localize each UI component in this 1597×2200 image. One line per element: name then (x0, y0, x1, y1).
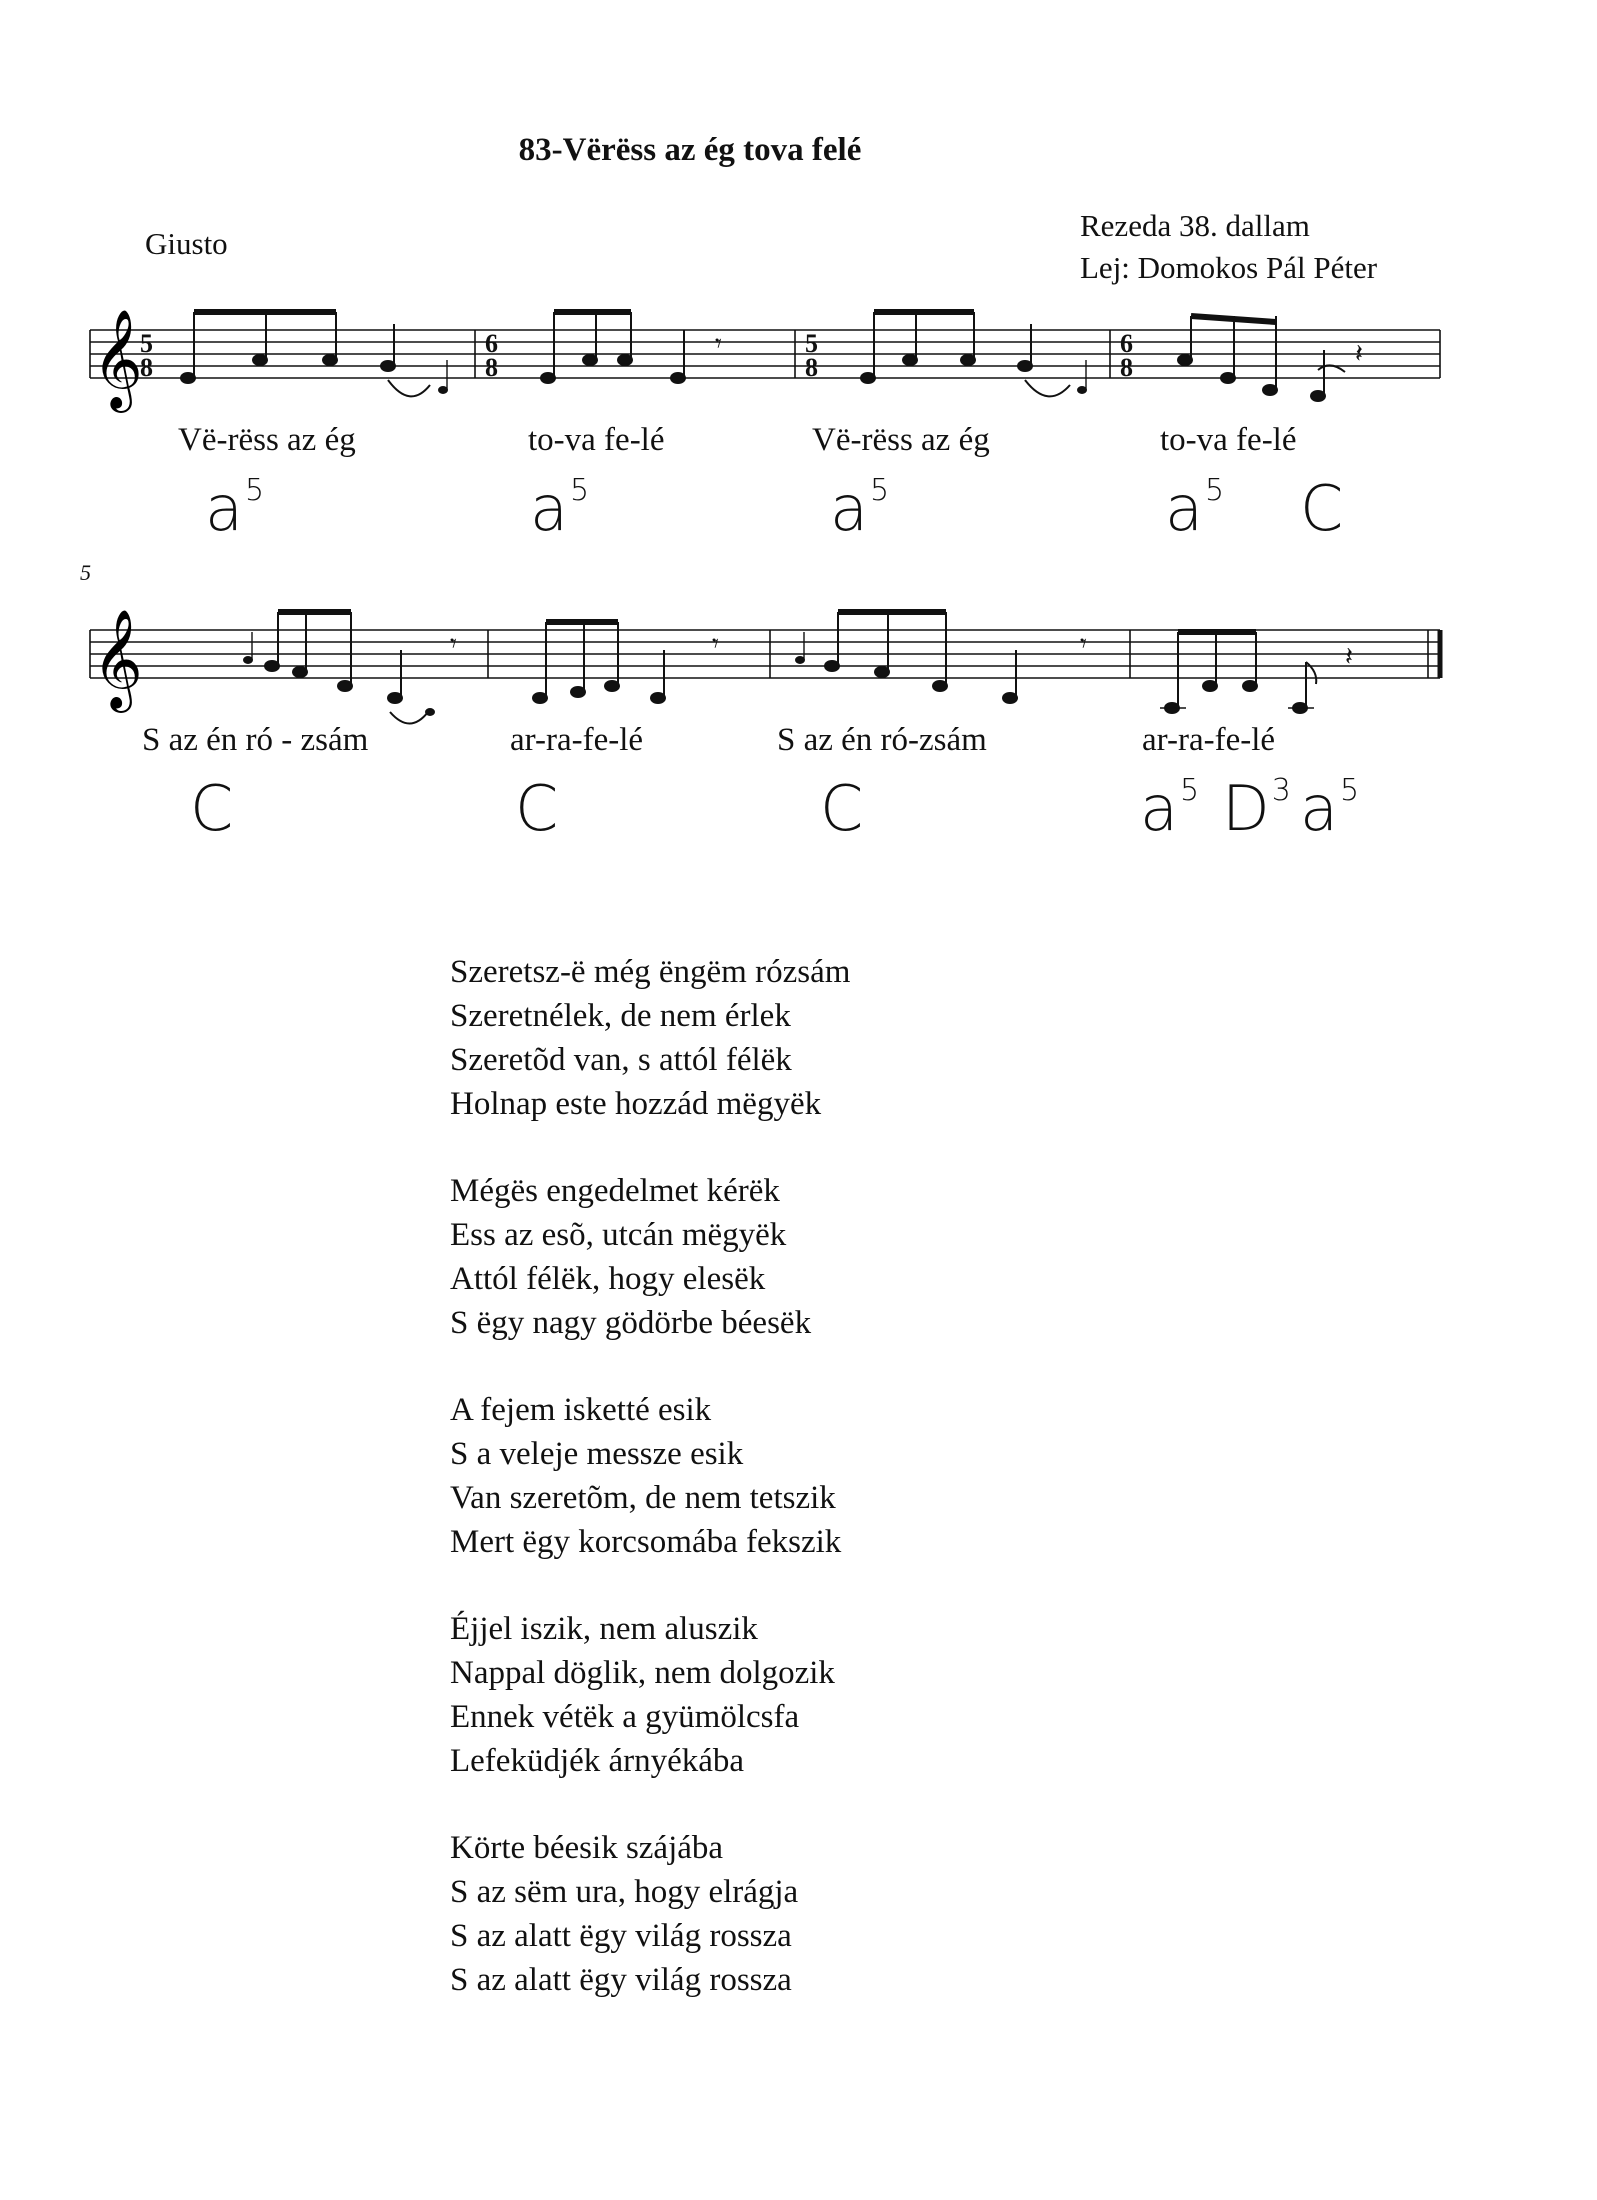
note-head (253, 355, 267, 365)
note-head (1221, 373, 1235, 383)
verse-line: Szeretsz-ë még ëngëm rózsám (450, 954, 851, 990)
note-head (875, 667, 889, 677)
note-head (671, 373, 685, 383)
grace-note (439, 387, 447, 393)
note-head (381, 361, 395, 371)
quarter-rest: 𝄽 (1345, 642, 1353, 671)
chord-symbol: $D^3$ (1222, 772, 1291, 845)
grace-note (426, 709, 434, 715)
verse-line: S az alatt ëgy világ rossza (450, 1918, 792, 1954)
note-head (933, 681, 947, 691)
time-signature-numerator: 5 (805, 329, 818, 358)
quarter-rest: 𝄽 (1355, 339, 1363, 368)
song-title: 83-Vërëss az ég tova felé (518, 132, 862, 168)
verse-line: Nappal döglik, nem dolgozik (450, 1655, 835, 1691)
chord-symbol: $a^5$ (205, 472, 265, 545)
lyric-measure-2: to-va fe-lé (528, 422, 665, 458)
stanza-1 (450, 950, 850, 1126)
eighth-rest: 𝄾 (712, 629, 719, 658)
time-signature-denominator: 8 (1120, 353, 1133, 382)
chord-symbol: C (1300, 472, 1344, 545)
verse-line: Attól félëk, hogy elesëk (450, 1261, 766, 1297)
verse-line: A fejem isketté esik (450, 1392, 712, 1428)
verse-line: S a veleje messze esik (450, 1436, 744, 1472)
lyric-measure-8: ar-ra-fe-lé (1142, 722, 1276, 758)
chord-symbol: $a^5$ (530, 472, 590, 545)
treble-clef-icon: 𝄞 (92, 309, 143, 409)
note-head (651, 693, 665, 703)
stanza-5 (450, 1826, 850, 2002)
verse-line: Holnap este hozzád mëgyëk (450, 1086, 822, 1122)
stanza-3 (450, 1388, 850, 1564)
verse-line: Szeretõd van, s attól félëk (450, 1042, 792, 1078)
verse-line: Éjjel iszik, nem aluszik (450, 1611, 758, 1647)
verse-line: Mégës engedelmet kérëk (450, 1173, 780, 1209)
note-head (1311, 391, 1325, 401)
lyric-measure-1: Vë-rëss az ég (178, 422, 356, 458)
chord-symbol: $a^5$ (1165, 472, 1225, 545)
chord-symbol: $a^5$ (1140, 772, 1200, 845)
lyric-measure-6: ar-ra-fe-lé (510, 722, 644, 758)
verse-line: S ëgy nagy gödörbe béesëk (450, 1305, 812, 1341)
lyric-measure-3: Vë-rëss az ég (812, 422, 990, 458)
stanza-4 (450, 1607, 850, 1783)
note-head (338, 681, 352, 691)
note-head (388, 693, 402, 703)
time-signature-numerator: 5 (140, 329, 153, 358)
note-head (293, 667, 307, 677)
chord-symbol: C (190, 772, 234, 845)
eighth-rest: 𝄾 (715, 329, 722, 358)
chord-symbol: $a^5$ (830, 472, 890, 545)
verse-line: Lefeküdjék árnyékába (450, 1743, 745, 1779)
time-signature-numerator: 6 (485, 329, 498, 358)
note-head (181, 373, 195, 383)
note-head (903, 355, 917, 365)
note-head (533, 693, 547, 703)
time-signature-numerator: 6 (1120, 329, 1133, 358)
lyric-measure-7: S az én ró-zsám (777, 722, 987, 758)
verse-line: Szeretnélek, de nem érlek (450, 998, 791, 1034)
note-head (1243, 681, 1257, 691)
note-head (1003, 693, 1017, 703)
grace-note (796, 657, 804, 663)
verse-line: Ennek vétëk a gyümölcsfa (450, 1699, 800, 1735)
note-head (1178, 355, 1192, 365)
lyric-measure-4: to-va fe-lé (1160, 422, 1297, 458)
notes-system-1 (181, 312, 1363, 401)
stanza-2 (450, 1169, 850, 1345)
time-signature-denominator: 8 (140, 353, 153, 382)
note-head (541, 373, 555, 383)
note-head (571, 687, 585, 697)
staff-system-1 (90, 330, 1440, 378)
note-head (323, 355, 337, 365)
grace-note (1078, 387, 1086, 393)
time-signature-denominator: 8 (805, 353, 818, 382)
note-head (961, 355, 975, 365)
music-score (0, 0, 1597, 800)
time-signature-denominator: 8 (485, 353, 498, 382)
treble-clef-icon: 𝄞 (92, 609, 143, 709)
verse-line: Mert ëgy korcsomába fekszik (450, 1524, 842, 1560)
note-head (1263, 385, 1277, 395)
measure-number: 5 (80, 560, 91, 585)
source-reference: Rezeda 38. dallam (1080, 208, 1310, 243)
lyric-measure-5: S az én ró - zsám (142, 722, 369, 758)
note-head (618, 355, 632, 365)
notes-system-2 (244, 612, 1353, 724)
chord-symbol: C (515, 772, 559, 845)
chord-symbol: C (820, 772, 864, 845)
verse-text (450, 950, 850, 2045)
note-head (1203, 681, 1217, 691)
verse-line: Van szeretõm, de nem tetszik (450, 1480, 836, 1516)
verse-line: Körte béesik szájába (450, 1830, 724, 1866)
note-head (825, 661, 839, 671)
collector-credit: Lej: Domokos Pál Péter (1080, 250, 1378, 285)
note-head (605, 681, 619, 691)
eighth-rest: 𝄾 (450, 629, 457, 658)
eighth-rest: 𝄾 (1080, 629, 1087, 658)
tempo-marking: Giusto (145, 226, 228, 261)
grace-note (244, 657, 252, 663)
note-head (1018, 361, 1032, 371)
verse-line: Ess az esõ, utcán mëgyëk (450, 1217, 787, 1253)
verse-line: S az alatt ëgy világ rossza (450, 1962, 792, 1998)
verse-line: S az sëm ura, hogy elrágja (450, 1874, 799, 1910)
chord-symbol: $a^5$ (1300, 772, 1360, 845)
note-head (265, 661, 279, 671)
note-head (583, 355, 597, 365)
note-head (861, 373, 875, 383)
